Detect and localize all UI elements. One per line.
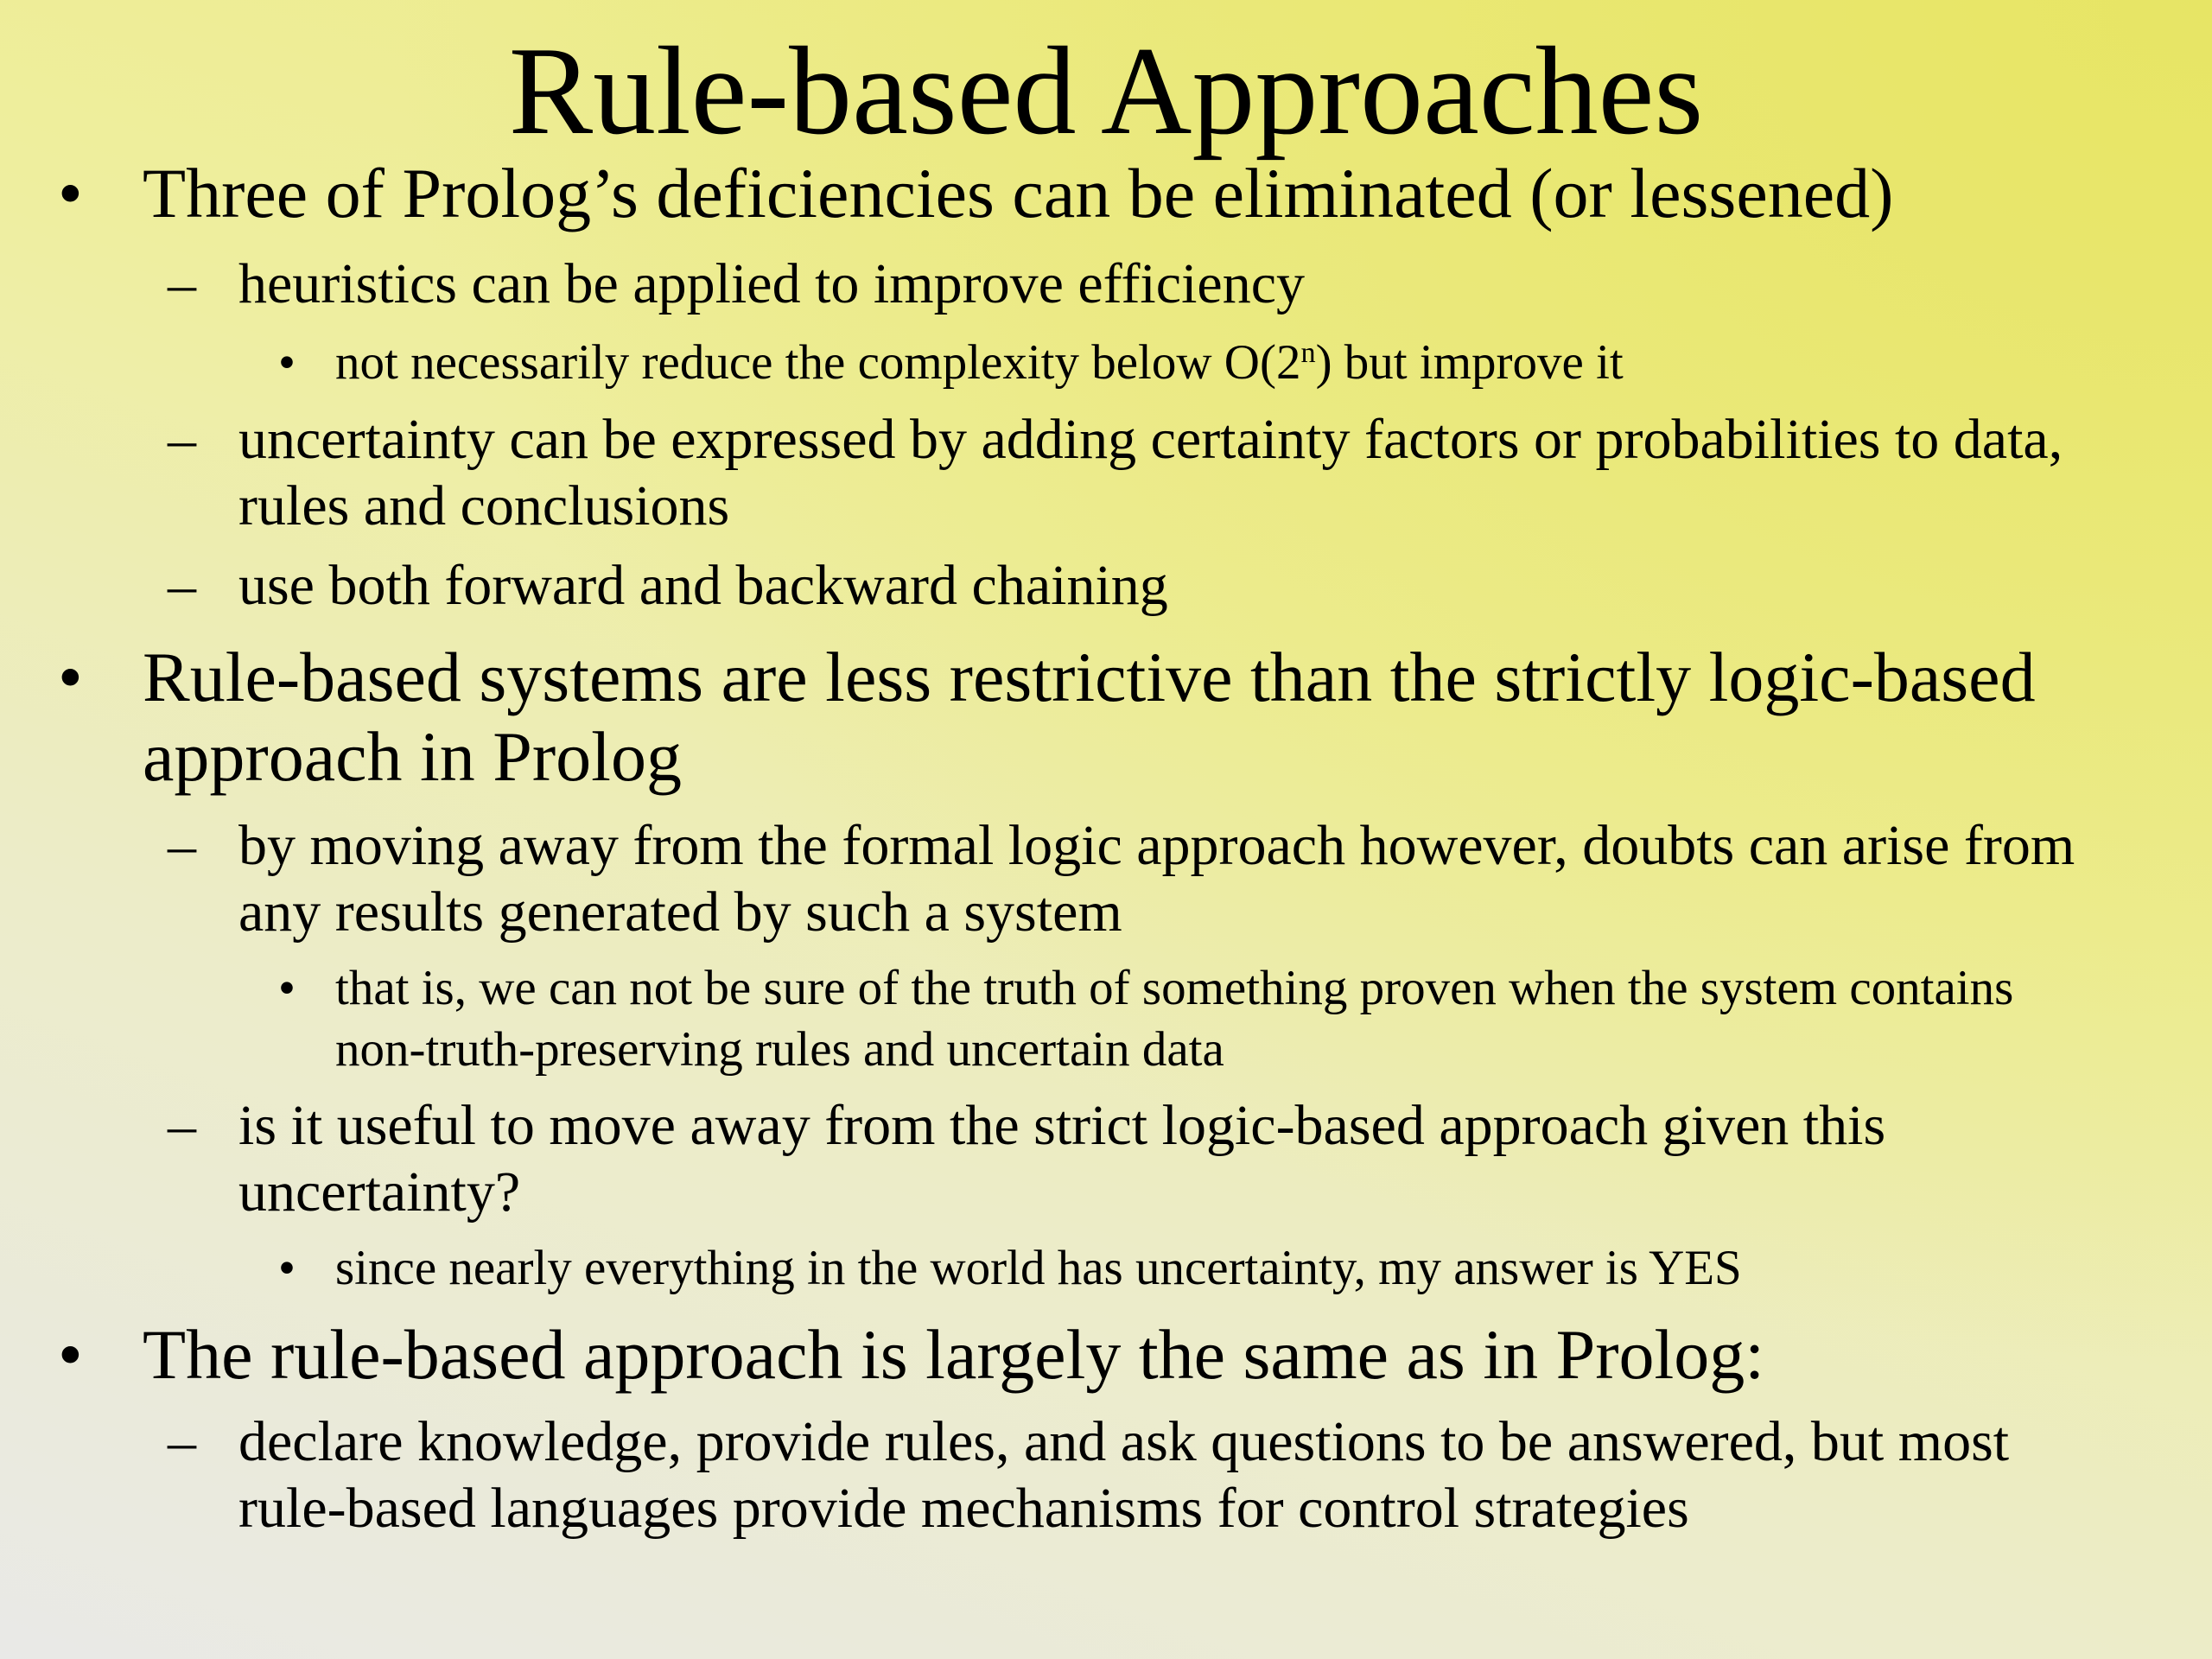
- sub-bullet-item: [168, 251, 2096, 317]
- sub-sub-bullet-text: since nearly everything in the world has uncertainty, my answer is YES: [335, 1241, 1742, 1295]
- bullet-marker: •: [58, 638, 83, 716]
- sub-sub-bullet-text-before: not necessarily reduce the complexity below O(2: [335, 335, 1301, 390]
- sub-sub-bullet-text: that is, we can not be sure of the truth of something proven when the system contains non-truth-preserving rules and uncertain data: [335, 961, 2014, 1077]
- bullet-text: Three of Prolog’s deficiencies can be eliminated (or lessened): [143, 154, 1894, 232]
- small-bullet-marker: •: [278, 1241, 296, 1295]
- sub-bullet-text: heuristics can be applied to improve efficiency: [238, 252, 1305, 315]
- sub-sub-bullet-item: [278, 1237, 2115, 1299]
- sub-bullet-text: uncertainty can be expressed by adding certainty factors or probabilities to data, rules and conclusions: [238, 408, 2063, 537]
- sub-bullet-text: declare knowledge, provide rules, and ask questions to be answered, but most rule-based languages provide mechanisms for control strategies: [238, 1410, 2010, 1540]
- bullet-item: [58, 638, 2164, 797]
- bullet-text: Rule-based systems are less restrictive than the strictly logic-based approach in Prolog: [143, 638, 2036, 796]
- dash-marker: –: [168, 1094, 196, 1157]
- sub-bullet-text: by moving away from the formal logic approach however, doubts can arise from any results generated by such a system: [238, 814, 2075, 944]
- sub-bullet-item: [168, 1092, 2096, 1225]
- sub-sub-bullet-text-after: ) but improve it: [1315, 335, 1624, 390]
- bullet-marker: •: [58, 1315, 83, 1394]
- bullet-item: [58, 1315, 2164, 1395]
- small-bullet-marker: •: [278, 335, 296, 390]
- bullet-item: [58, 154, 2164, 233]
- sub-bullet-item: [168, 552, 2096, 619]
- sub-bullet-item: [168, 1408, 2096, 1541]
- dash-marker: –: [168, 1410, 196, 1473]
- dash-marker: –: [168, 814, 196, 877]
- dash-marker: –: [168, 554, 196, 617]
- dash-marker: –: [168, 252, 196, 315]
- small-bullet-marker: •: [278, 961, 296, 1015]
- slide-title: Rule-based Approaches: [508, 21, 1704, 161]
- bullet-marker: •: [58, 154, 83, 232]
- sub-sub-bullet-item: [278, 957, 2098, 1080]
- sub-bullet-text: use both forward and backward chaining: [238, 554, 1168, 617]
- sub-bullet-text: is it useful to move away from the strict logic-based approach given this uncertainty?: [238, 1094, 1886, 1224]
- bullet-text: The rule-based approach is largely the same as in Prolog:: [143, 1315, 1765, 1394]
- superscript-n: n: [1300, 337, 1316, 370]
- sub-sub-bullet-item: [278, 332, 2115, 393]
- sub-bullet-item: [168, 406, 2096, 539]
- dash-marker: –: [168, 408, 196, 471]
- sub-bullet-item: [168, 812, 2096, 945]
